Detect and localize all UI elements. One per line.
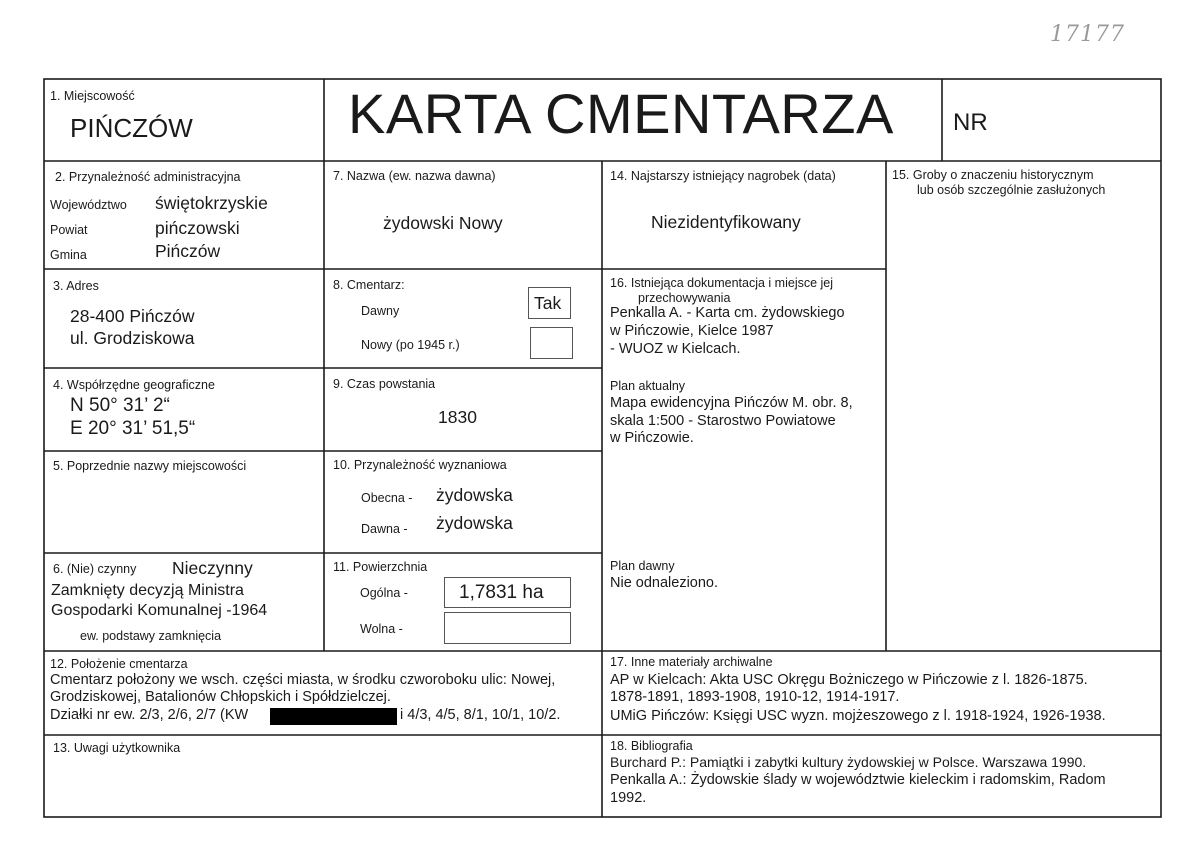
- f12-line3b: i 4/3, 4/5, 8/1, 10/1, 10/2.: [400, 707, 561, 723]
- f6-value: Nieczynny: [172, 558, 253, 578]
- f16-doc2: w Pińczowie, Kielce 1987: [610, 323, 774, 339]
- f9-value: 1830: [438, 407, 477, 427]
- f2-gmina-value: Pińczów: [155, 241, 221, 261]
- f16-label-line2: przechowywania: [638, 291, 731, 305]
- page-title: KARTA CMENTARZA: [348, 82, 894, 145]
- f12-label: 12. Położenie cmentarza: [50, 657, 188, 671]
- f18-line3: 1992.: [610, 790, 647, 806]
- f2-woj-label: Województwo: [50, 198, 127, 212]
- f16-plan-dawny-value: Nie odnaleziono.: [610, 575, 719, 591]
- f17-line3: UMiG Pińczów: Księgi USC wyzn. mojżeszowego z l. 1918-1924, 1926-1938.: [610, 708, 1106, 724]
- f2-gmina-label: Gmina: [50, 248, 87, 262]
- f10-obecna-label: Obecna -: [361, 491, 413, 505]
- f18-line1: Burchard P.: Pamiątki i zabytki kultury żydowskiej w Polsce. Warszawa 1990.: [610, 754, 1087, 770]
- f16-plan-dawny-label: Plan dawny: [610, 559, 675, 573]
- f1-label: 1. Miejscowość: [50, 89, 135, 103]
- f12-line2: Grodziskowej, Batalionów Chłopskich i Spółdzielczej.: [50, 689, 391, 705]
- f7-label: 7. Nazwa (ew. nazwa dawna): [333, 169, 496, 183]
- f18-line2: Penkalla A.: Żydowskie ślady w województwie kieleckim i radomskim, Radom: [610, 772, 1106, 788]
- f14-value: Niezidentyfikowany: [651, 212, 801, 232]
- f12-line3a: Działki nr ew. 2/3, 2/6, 2/7 (KW: [50, 707, 249, 723]
- f16-plan2: skala 1:500 - Starostwo Powiatowe: [610, 413, 836, 429]
- f17-line2: 1878-1891, 1893-1908, 1910-12, 1914-1917.: [610, 689, 900, 705]
- f10-dawna-value: żydowska: [436, 513, 513, 533]
- f9-label: 9. Czas powstania: [333, 377, 436, 391]
- f4-label: 4. Współrzędne geograficzne: [53, 378, 215, 392]
- f12-line1: Cmentarz położony we wsch. części miasta, w środku czworoboku ulic: Nowej,: [50, 672, 556, 688]
- f10-dawna-label: Dawna -: [361, 522, 408, 536]
- f14-label: 14. Najstarszy istniejący nagrobek (data): [610, 169, 836, 183]
- f10-label: 10. Przynależność wyznaniowa: [333, 458, 507, 472]
- f16-label-line1: 16. Istniejąca dokumentacja i miejsce jej: [610, 276, 834, 290]
- f17-line1: AP w Kielcach: Akta USC Okręgu Bożniczego w Pińczowie z l. 1826-1875.: [610, 672, 1088, 688]
- f11-label: 11. Powierzchnia: [333, 560, 428, 574]
- redaction-bar: [270, 708, 397, 725]
- f6-line2: Zamknięty decyzją Ministra: [51, 582, 244, 599]
- f16-plan-aktualny-label: Plan aktualny: [610, 379, 686, 393]
- f1-value: PIŃCZÓW: [70, 113, 193, 143]
- f10-obecna-value: żydowska: [436, 485, 513, 505]
- f15-label-line2: lub osób szczególnie zasłużonych: [917, 183, 1106, 197]
- f16-plan3: w Pińczowie.: [610, 430, 694, 446]
- f16-plan1: Mapa ewidencyjna Pińczów M. obr. 8,: [610, 395, 853, 411]
- f2-woj-value: świętokrzyskie: [155, 193, 268, 213]
- f15-label-line1: 15. Groby o znaczeniu historycznym: [892, 168, 1094, 182]
- f6-note: ew. podstawy zamknięcia: [80, 629, 222, 643]
- f2-label: 2. Przynależność administracyjna: [55, 170, 241, 184]
- f11-wolna-box[interactable]: [444, 612, 571, 644]
- f6-line3: Gospodarki Komunalnej -1964: [51, 602, 268, 619]
- f17-label: 17. Inne materiały archiwalne: [610, 655, 773, 669]
- f11-ogolna-value: 1,7831 ha: [459, 582, 544, 603]
- f13-label: 13. Uwagi użytkownika: [53, 741, 181, 755]
- f11-wolna-label: Wolna -: [360, 622, 403, 636]
- nr-label: NR: [953, 109, 988, 136]
- f3-label: 3. Adres: [53, 279, 99, 293]
- f7-value: żydowski Nowy: [383, 213, 503, 233]
- f8-dawny-label: Dawny: [361, 304, 400, 318]
- f16-doc3: - WUOZ w Kielcach.: [610, 341, 741, 357]
- f11-ogolna-box[interactable]: [444, 577, 571, 608]
- f6-label: 6. (Nie) czynny: [53, 562, 137, 576]
- f4-line2: E 20° 31’ 51,5“: [70, 418, 196, 439]
- f4-line1: N 50° 31’ 2“: [70, 395, 170, 416]
- f3-line2: ul. Grodziskowa: [70, 328, 195, 348]
- f16-doc1: Penkalla A. - Karta cm. żydowskiego: [610, 305, 845, 321]
- handwritten-number: 17177: [1050, 22, 1125, 47]
- f2-pow-value: pińczowski: [155, 218, 240, 238]
- f8-label: 8. Cmentarz:: [333, 278, 405, 292]
- f11-ogolna-label: Ogólna -: [360, 586, 408, 600]
- f8-dawny-box[interactable]: [528, 287, 571, 319]
- f3-line1: 28-400 Pińczów: [70, 306, 195, 326]
- f8-dawny-value: Tak: [534, 293, 562, 313]
- f5-label: 5. Poprzednie nazwy miejscowości: [53, 459, 247, 473]
- f8-nowy-label: Nowy (po 1945 r.): [361, 338, 460, 352]
- f2-pow-label: Powiat: [50, 223, 88, 237]
- f8-nowy-box[interactable]: [530, 327, 573, 359]
- f18-label: 18. Bibliografia: [610, 739, 693, 753]
